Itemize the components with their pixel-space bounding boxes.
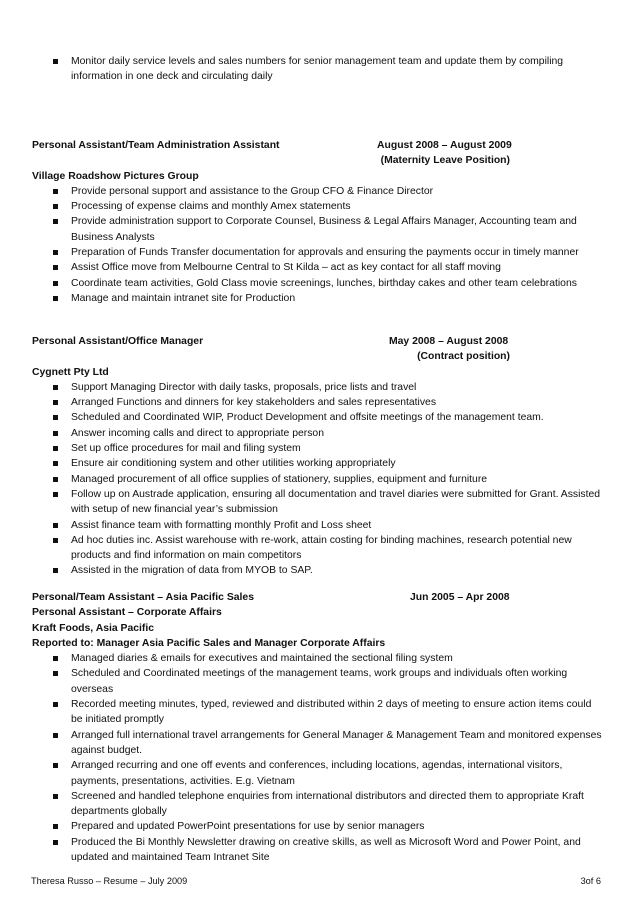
list-item: Managed procurement of all office supplies of stationery, supplies, equipment and furniture	[32, 472, 602, 487]
job-note: (Maternity Leave Position)	[380, 155, 510, 167]
job-dates: Jun 2005 – Apr 2008	[410, 592, 510, 603]
list-item: Assisted in the migration of data from MYOB to SAP.	[32, 563, 602, 578]
list-item: Arranged Functions and dinners for key stakeholders and sales representatives	[32, 395, 602, 410]
list-item: Recorded meeting minutes, typed, reviewed and distributed within 2 days of meeting to ensure action items could be initiated promptly	[32, 697, 602, 728]
list-item: Assist finance team with formatting monthly Profit and Loss sheet	[32, 518, 602, 533]
list-item: Ensure air conditioning system and other utilities working appropriately	[32, 456, 602, 471]
job-header	[32, 590, 602, 605]
list-item: Arranged full international travel arrangements for General Manager & Management Team and monitored expenses against budget.	[32, 728, 602, 759]
list-item: Managed diaries & emails for executives and maintained the sectional filing system	[32, 651, 602, 666]
job-title: Personal/Team Assistant – Asia Pacific Sales	[32, 592, 254, 603]
list-item: Support Managing Director with daily tasks, proposals, price lists and travel	[32, 380, 602, 395]
job-dates: May 2008 – August 2008	[389, 336, 509, 347]
reported-to: Reported to: Manager Asia Pacific Sales and Manager Corporate Affairs	[32, 637, 386, 649]
job-header	[32, 334, 602, 349]
job-note: (Contract position)	[417, 351, 510, 363]
list-item: Provide personal support and assistance to the Group CFO & Finance Director	[32, 184, 602, 199]
list-item: Coordinate team activities, Gold Class movie screenings, lunches, birthday cakes and other team celebrations	[32, 276, 602, 291]
job-kraft	[32, 590, 602, 865]
list-item: Processing of expense claims and monthly Amex statements	[32, 199, 602, 214]
job-subtitle: Personal Assistant – Corporate Affairs	[32, 607, 222, 619]
company-name: Village Roadshow Pictures Group	[32, 170, 199, 182]
list-item: Screened and handled telephone enquiries from international distributors and directed them to appropriate Kraft departments globally	[32, 789, 602, 820]
job-dates: August 2008 – August 2009	[377, 140, 512, 151]
list-item: Arranged recurring and one off events and conferences, including locations, agendas, international visitors, payments, presentations, activities. E.g. Vietnam	[32, 758, 602, 789]
list-item: Scheduled and Coordinated meetings of the management teams, work groups and individuals often working overseas	[32, 666, 602, 697]
job-header	[32, 138, 602, 153]
company-name: Kraft Foods, Asia Pacific	[32, 622, 155, 634]
list-item: Prepared and updated PowerPoint presentations for use by senior managers	[32, 819, 602, 834]
list-item: Follow up on Austrade application, ensuring all documentation and travel diaries were submitted for Grant. Assisted with setup of new financial year’s submission	[32, 487, 602, 518]
job-cygnett	[32, 334, 602, 579]
duties-list	[32, 380, 602, 579]
list-item: Preparation of Funds Transfer documentation for approvals and ensuring the payments occur in timely manner	[32, 245, 602, 260]
job-village-roadshow	[32, 138, 602, 306]
list-item: Answer incoming calls and direct to appropriate person	[32, 426, 602, 441]
list-item: Manage and maintain intranet site for Production	[32, 291, 602, 306]
page-number: 3of 6	[580, 876, 601, 886]
list-item: Monitor daily service levels and sales numbers for senior management team and update them by compiling information in one deck and circulating daily	[32, 54, 602, 85]
job-title: Personal Assistant/Office Manager	[32, 336, 204, 347]
company-name: Cygnett Pty Ltd	[32, 366, 109, 378]
list-item: Scheduled and Coordinated WIP, Product Development and offsite meetings of the management team.	[32, 410, 602, 425]
list-item: Set up office procedures for mail and filing system	[32, 441, 602, 456]
list-item: Ad hoc duties inc. Assist warehouse with re-work, attain costing for binding machines, research potential new products and find information on main competitors	[32, 533, 602, 564]
list-item: Assist Office move from Melbourne Central to St Kilda – act as key contact for all staff moving	[32, 260, 602, 275]
footer-title: Theresa Russo – Resume – July 2009	[31, 876, 188, 886]
list-item: Provide administration support to Corporate Counsel, Business & Legal Affairs Manager, Accounting team and Business Analysts	[32, 214, 602, 245]
duties-list	[32, 184, 602, 306]
duties-list	[32, 651, 602, 865]
job-title: Personal Assistant/Team Administration Assistant	[32, 140, 280, 151]
intro-bullet-list	[32, 54, 602, 85]
list-item: Produced the Bi Monthly Newsletter drawing on creative skills, as well as Microsoft Word and Power Point, and updated and maintained Team Intranet Site	[32, 835, 602, 866]
